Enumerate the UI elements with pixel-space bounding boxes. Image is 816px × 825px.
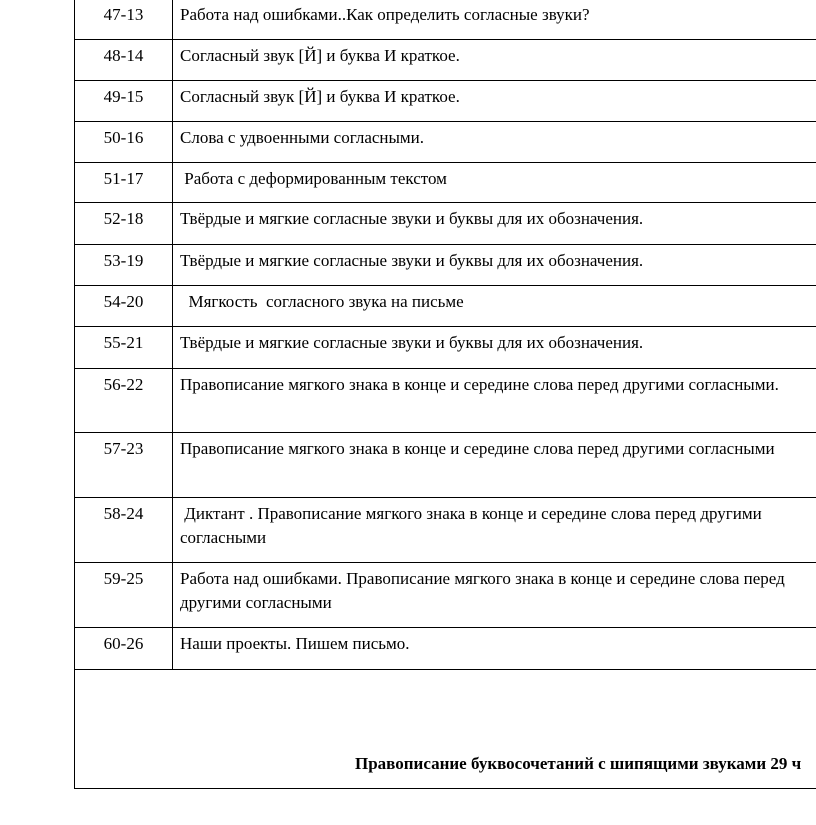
lesson-topic: Твёрдые и мягкие согласные звуки и буквы для их обозначения. <box>173 203 816 245</box>
table-row <box>75 40 816 81</box>
lesson-number: 56-22 <box>75 369 173 433</box>
section-heading: Правописание буквосочетаний с шипящими звуками 29 ч <box>355 754 802 773</box>
lesson-topic: Твёрдые и мягкие согласные звуки и буквы для их обозначения. <box>173 327 816 369</box>
lesson-number: 54-20 <box>75 286 173 327</box>
lesson-topic: Мягкость согласного звука на письме <box>173 286 816 327</box>
table-row <box>75 0 816 40</box>
lesson-topic: Правописание мягкого знака в конце и середине слова перед другими согласными. <box>173 369 816 433</box>
lesson-topic: Слова с удвоенными согласными. <box>173 122 816 163</box>
lesson-number: 47-13 <box>75 0 173 40</box>
lesson-topic: Правописание мягкого знака в конце и середине слова перед другими согласными <box>173 433 816 498</box>
lesson-number: 50-16 <box>75 122 173 163</box>
lesson-topic: Твёрдые и мягкие согласные звуки и буквы для их обозначения. <box>173 245 816 286</box>
lesson-number: 60-26 <box>75 628 173 670</box>
lesson-plan-table <box>74 0 816 789</box>
table-row <box>75 433 816 498</box>
lesson-plan-body <box>75 0 816 670</box>
lesson-topic: Наши проекты. Пишем письмо. <box>173 628 816 670</box>
table-row <box>75 122 816 163</box>
table-row <box>75 203 816 245</box>
lesson-number: 48-14 <box>75 40 173 81</box>
table-row <box>75 81 816 122</box>
lesson-topic: Работа над ошибками. Правописание мягкого знака в конце и середине слова перед другими согласными <box>173 563 816 628</box>
lesson-topic: Согласный звук [Й] и буква И краткое. <box>173 40 816 81</box>
lesson-topic: Согласный звук [Й] и буква И краткое. <box>173 81 816 122</box>
section-cell <box>75 670 816 789</box>
lesson-topic: Работа над ошибками..Как определить согласные звуки? <box>173 0 816 40</box>
lesson-topic: Диктант . Правописание мягкого знака в конце и середине слова перед другими согласными <box>173 498 816 563</box>
table-row <box>75 498 816 563</box>
lesson-number: 49-15 <box>75 81 173 122</box>
table-row <box>75 628 816 670</box>
lesson-number: 53-19 <box>75 245 173 286</box>
table-row <box>75 245 816 286</box>
section-row <box>75 670 816 789</box>
lesson-number: 51-17 <box>75 163 173 203</box>
table-row <box>75 286 816 327</box>
lesson-number: 58-24 <box>75 498 173 563</box>
lesson-number: 55-21 <box>75 327 173 369</box>
table-row <box>75 163 816 203</box>
table-row <box>75 369 816 433</box>
lesson-number: 59-25 <box>75 563 173 628</box>
table-row <box>75 327 816 369</box>
lesson-topic: Работа с деформированным текстом <box>173 163 816 203</box>
lesson-number: 57-23 <box>75 433 173 498</box>
lesson-number: 52-18 <box>75 203 173 245</box>
table-row <box>75 563 816 628</box>
